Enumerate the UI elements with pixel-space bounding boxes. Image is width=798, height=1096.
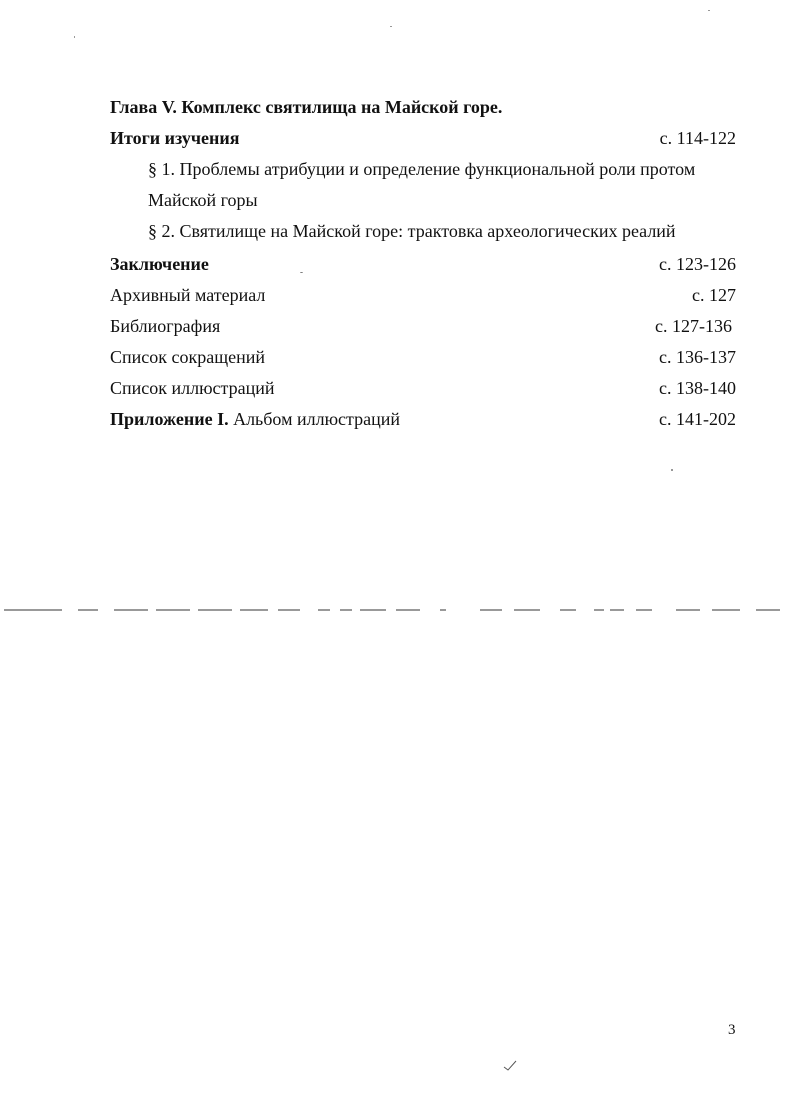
toc-entry-label: Список сокращений bbox=[110, 347, 265, 367]
scan-speck bbox=[300, 272, 303, 273]
toc-entry-pages: с. 114-122 bbox=[659, 128, 736, 148]
scan-speck bbox=[708, 10, 710, 11]
toc-entry-pages: с. 138-140 bbox=[659, 378, 736, 398]
toc-entry-pages: с. 136-137 bbox=[659, 347, 736, 367]
page-number: 3 bbox=[728, 1022, 736, 1038]
scan-artifact-dashes bbox=[0, 608, 798, 612]
toc-entry-label: Заключение bbox=[110, 254, 209, 274]
toc-entry-pages: с. 127 bbox=[692, 285, 736, 305]
toc-entry-label: Итоги изучения bbox=[110, 128, 240, 148]
scan-speck bbox=[74, 36, 75, 38]
scan-speck bbox=[671, 469, 673, 471]
toc-entry-label: Библиография bbox=[110, 316, 221, 336]
toc-entry-label bbox=[110, 408, 400, 430]
scan-speck bbox=[390, 26, 392, 27]
toc-chapter5-title-text: Глава V. Комплекс святилища на Майской горе. bbox=[110, 97, 503, 117]
toc-entry-label: Список иллюстраций bbox=[110, 378, 275, 398]
toc-appendix-bold: Приложение I. bbox=[110, 409, 229, 429]
toc-entry-pages: с. 123-126 bbox=[659, 254, 736, 274]
checkmark-icon bbox=[503, 1060, 517, 1072]
toc-section2-text: § 2. Святилище на Майской горе: трактовка археологических реалий bbox=[148, 221, 676, 241]
toc-entry-pages: с. 127-136 bbox=[655, 316, 732, 336]
toc-section1-text: § 1. Проблемы атрибуции и определение функциональной роли протом bbox=[148, 159, 696, 179]
toc-appendix-rest: Альбом иллюстраций bbox=[228, 409, 400, 429]
toc-entry-pages: с. 141-202 bbox=[659, 409, 736, 429]
toc-section1-text-cont: Майской горы bbox=[148, 190, 258, 210]
toc-entry-label: Архивный материал bbox=[110, 285, 266, 305]
